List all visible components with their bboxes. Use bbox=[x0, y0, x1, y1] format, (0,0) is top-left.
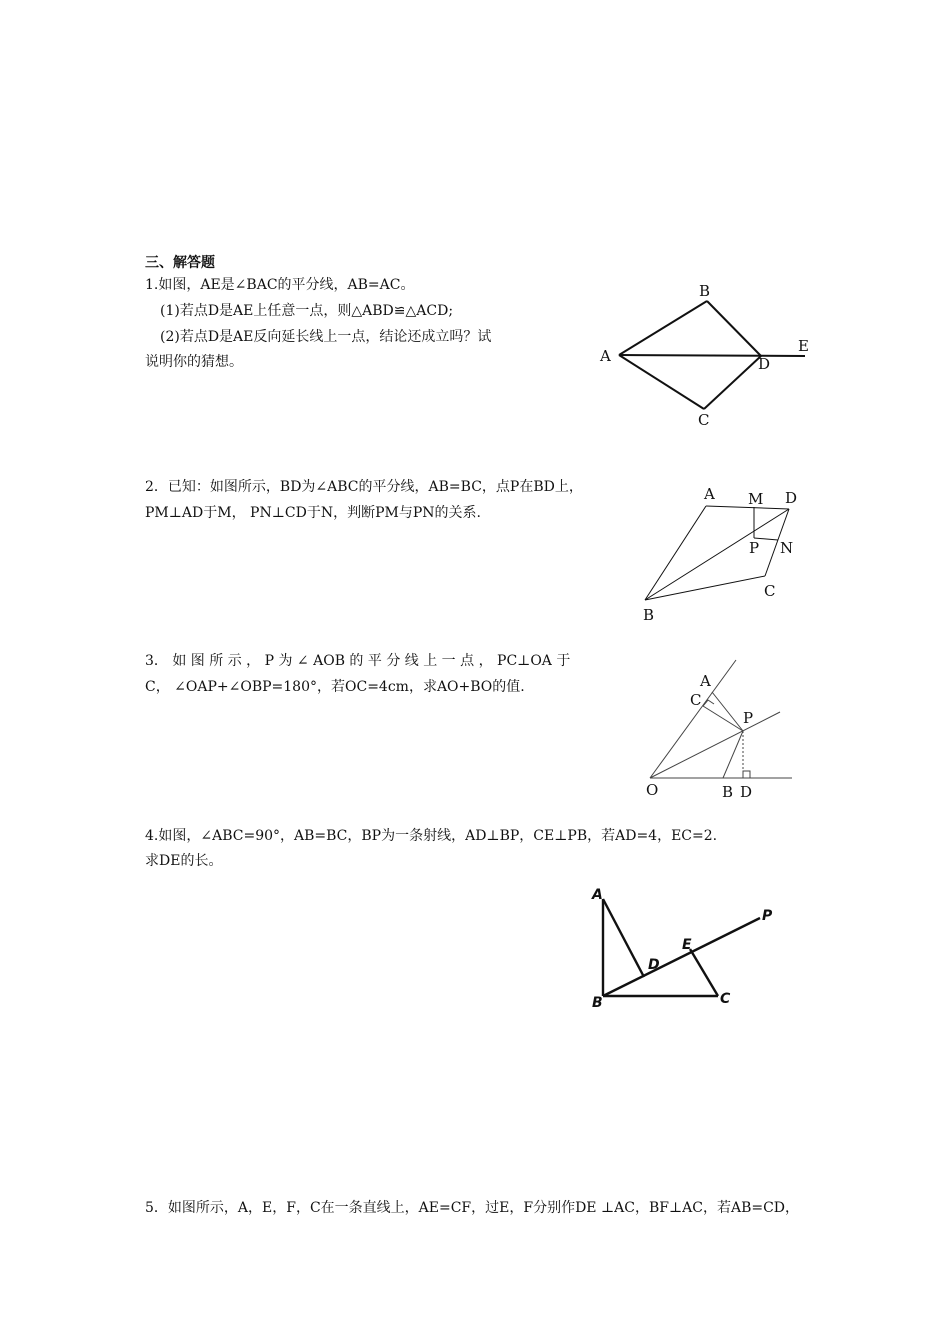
q1-text-line1: 1.如图，AE是∠BAC的平分线，AB=AC。 bbox=[145, 277, 415, 293]
q4-label-b: B bbox=[592, 995, 603, 1011]
q4-label-d: D bbox=[648, 957, 660, 973]
q2-text-line1: 2．已知：如图所示，BD为∠ABC的平分线，AB=BC，点P在BD上， bbox=[145, 479, 583, 495]
q1-label-d: D bbox=[758, 355, 771, 373]
q4-label-e: E bbox=[682, 937, 692, 953]
q3-label-c: C bbox=[690, 691, 702, 709]
q4-label-a: A bbox=[592, 887, 603, 903]
q1-label-e: E bbox=[798, 337, 809, 355]
q2-label-c: C bbox=[764, 582, 776, 600]
q4-label-c: C bbox=[720, 991, 731, 1007]
q3-text-line2: C， ∠OAP+∠OBP=180°，若OC=4cm，求AO+BO的值. bbox=[145, 679, 525, 695]
q5-text-line1: 5．如图所示，A，E，F，C在一条直线上，AE=CF，过E，F分别作DE ⊥AC，BF⊥AC，若AB=CD， bbox=[145, 1200, 800, 1216]
q3-text-line1: 3． 如 图 所 示 ， P 为 ∠ AOB 的 平 分 线 上 一 点 ， PC⊥OA 于 bbox=[145, 653, 571, 669]
q2-text-line2: PM⊥AD于M， PN⊥CD于N，判断PM与PN的关系. bbox=[145, 505, 481, 521]
q1-label-c: C bbox=[698, 411, 710, 429]
q1-text-line3: (2)若点D是AE反向延长线上一点，结论还成立吗？试 bbox=[160, 329, 492, 345]
q2-label-d: D bbox=[785, 489, 798, 507]
q4-text-line2: 求DE的长。 bbox=[145, 853, 223, 869]
q3-label-a: A bbox=[700, 672, 711, 690]
q3-label-o: O bbox=[646, 781, 659, 799]
q2-label-p: P bbox=[749, 539, 760, 557]
q2-label-n: N bbox=[780, 539, 794, 557]
q4-label-p: P bbox=[762, 908, 773, 924]
q2-label-m: M bbox=[748, 490, 764, 508]
q1-text-line2: (1)若点D是AE上任意一点，则△ABD≌△ACD; bbox=[160, 303, 454, 319]
q1-text-line4: 说明你的猜想。 bbox=[145, 354, 243, 370]
q3-label-p: P bbox=[743, 709, 754, 727]
section-title: 三、解答题 bbox=[145, 255, 215, 271]
q3-label-d: D bbox=[740, 783, 753, 801]
q1-label-b: B bbox=[699, 282, 711, 300]
q4-text-line1: 4.如图，∠ABC=90°，AB=BC，BP为一条射线，AD⊥BP，CE⊥PB，若AD=4，EC=2. bbox=[145, 828, 718, 844]
q1-label-a: A bbox=[600, 347, 611, 365]
q2-label-a: A bbox=[704, 485, 715, 503]
q3-label-b: B bbox=[722, 783, 734, 801]
q2-label-b: B bbox=[643, 606, 655, 624]
